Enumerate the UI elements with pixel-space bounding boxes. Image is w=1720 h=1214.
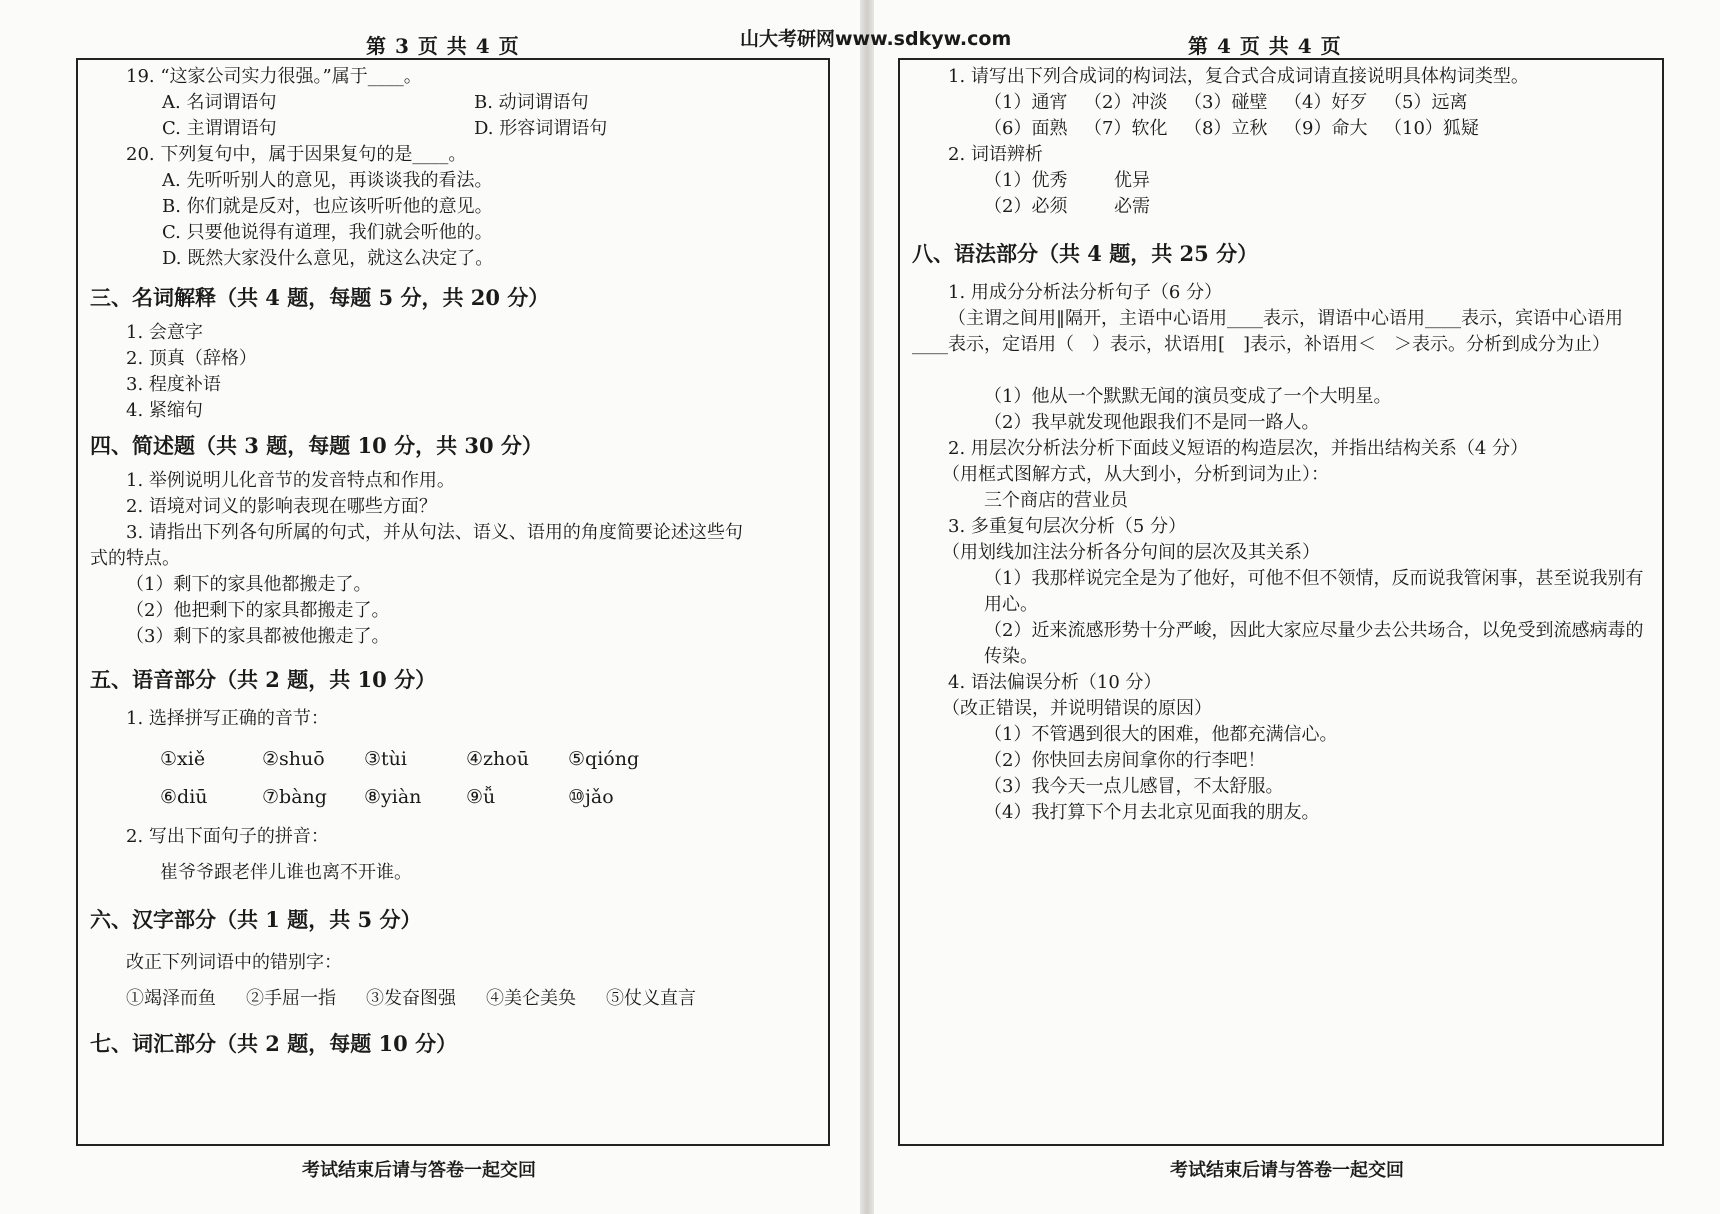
word-10: （10）狐疑	[1384, 118, 1479, 139]
pair-2	[912, 194, 1654, 220]
sec8-q4-item-2: （2）你快回去房间拿你的行李吧！	[984, 750, 1266, 771]
word-8: （8）立秋	[1184, 118, 1268, 139]
sec8-q3-sentence-1: （1）我那样说完全是为了他好，可他不但不领情，反而说我管闲事，甚至说我别有用心。	[984, 568, 1644, 615]
sec3-item-2: 2. 顶真（辞格）	[126, 348, 257, 369]
sec6-instruction: 改正下列词语中的错别字：	[126, 952, 342, 973]
right-exam-frame	[898, 58, 1664, 1146]
syllable-6: ⑥diū	[160, 786, 208, 808]
sec8-q3: 3. 多重复句层次分析（5 分）	[948, 516, 1187, 537]
pair-1-a: （1）优秀	[984, 170, 1068, 191]
sec4-q2: 2. 语境对词义的影响表现在哪些方面？	[126, 496, 437, 517]
sec6-word-3: ③发奋图强	[366, 988, 456, 1009]
q19-option-a: A. 名词谓语句	[162, 92, 277, 113]
sec4-sentence-3: （3）剩下的家具都被他搬走了。	[126, 626, 390, 647]
word-2: （2）冲淡	[1084, 92, 1168, 113]
pair-2-a: （2）必须	[984, 196, 1068, 217]
sec3-item-3: 3. 程度补语	[126, 374, 221, 395]
word-7: （7）软化	[1084, 118, 1168, 139]
sec8-q1-sentence-2: （2）我早就发现他跟我们不是同一路人。	[984, 412, 1320, 433]
word-3: （3）碰壁	[1184, 92, 1268, 113]
syllable-4: ④zhoū	[466, 748, 529, 770]
q19-option-c: C. 主谓谓语句	[162, 118, 277, 139]
syllable-1: ①xiě	[160, 748, 206, 770]
sec5-q1: 1. 选择拼写正确的音节：	[126, 708, 329, 729]
sec8-q4-note: （改正错误，并说明错误的原因）	[942, 698, 1212, 719]
section-6-title: 六、汉字部分（共 1 题，共 5 分）	[90, 907, 422, 932]
sec4-q1: 1. 举例说明儿化音节的发音特点和作用。	[126, 470, 455, 491]
pair-1-b: 优异	[1114, 170, 1150, 191]
section-3-title: 三、名词解释（共 4 题，每题 5 分，共 20 分）	[90, 285, 550, 310]
q20-option-b: B. 你们就是反对，也应该听听他的意见。	[162, 196, 493, 217]
pair-1	[912, 168, 1654, 194]
sec8-q4-item-4: （4）我打算下个月去北京见面我的朋友。	[984, 802, 1320, 823]
sec6-words	[90, 984, 820, 1014]
sec8-q1-sentence-1: （1）他从一个默默无闻的演员变成了一个大明星。	[984, 386, 1392, 407]
sec8-q2: 2. 用层次分析法分析下面歧义短语的构造层次，并指出结构关系（4 分）	[948, 438, 1529, 459]
sec4-sentence-2: （2）他把剩下的家具都搬走了。	[126, 600, 390, 621]
sec5-sentence: 崔爷爷跟老伴儿谁也离不开谁。	[160, 862, 412, 883]
word-5: （5）远离	[1384, 92, 1468, 113]
sec6-word-2: ②手屈一指	[246, 988, 336, 1009]
section-8-title: 八、语法部分（共 4 题，共 25 分）	[912, 241, 1259, 266]
sec3-item-1: 1. 会意字	[126, 322, 203, 343]
sec8-q4: 4. 语法偏误分析（10 分）	[948, 672, 1162, 693]
q19-options-row-1	[90, 90, 820, 116]
syllable-9: ⑨ǚ	[466, 786, 496, 808]
site-watermark: 山大考研网www.sdkyw.com	[740, 28, 1012, 50]
sec8-q3-sentence-2: （2）近来流感形势十分严峻，因此大家应尽量少去公共场合，以免受到流感病毒的传染。	[984, 620, 1644, 667]
sec4-sentence-1: （1）剩下的家具他都搬走了。	[126, 574, 372, 595]
syllables-row-2	[90, 778, 820, 816]
syllable-8: ⑧yiàn	[364, 786, 422, 808]
syllable-3: ③tùi	[364, 748, 407, 770]
left-page-header: 第 3 页 共 4 页	[366, 34, 520, 58]
word-1: （1）通宵	[984, 92, 1068, 113]
words-row-2	[912, 116, 1654, 142]
q20-stem: 20. 下列复句中，属于因果复句的是____。	[126, 144, 467, 165]
words-row-1	[912, 90, 1654, 116]
q19-option-b: B. 动词谓语句	[474, 92, 589, 113]
syllable-10: ⑩jǎo	[568, 786, 614, 808]
q20-option-d: D. 既然大家没什么意见，就这么决定了。	[162, 248, 494, 269]
vocab-q2: 2. 词语辨析	[948, 144, 1043, 165]
right-page-footer: 考试结束后请与答卷一起交回	[1170, 1160, 1404, 1181]
left-exam-frame	[76, 58, 830, 1146]
syllable-2: ②shuō	[262, 748, 325, 770]
sec6-word-5: ⑤仗义直言	[606, 988, 696, 1009]
right-page-header: 第 4 页 共 4 页	[1188, 34, 1342, 58]
word-6: （6）面熟	[984, 118, 1068, 139]
sec8-q3-note: （用划线加注法分析各分句间的层次及其关系）	[942, 542, 1320, 563]
q19-options-row-2	[90, 116, 820, 142]
section-4-title: 四、简述题（共 3 题，每题 10 分，共 30 分）	[90, 433, 543, 458]
page-fold	[860, 0, 874, 1214]
word-4: （4）好歹	[1284, 92, 1368, 113]
sec6-word-1: ①竭泽而鱼	[126, 988, 216, 1009]
sec8-q1: 1. 用成分分析法分析句子（6 分）	[948, 282, 1223, 303]
pair-2-b: 必需	[1114, 196, 1150, 217]
q20-option-c: C. 只要他说得有道理，我们就会听他的。	[162, 222, 493, 243]
sec8-q4-item-3: （3）我今天一点儿感冒，不太舒服。	[984, 776, 1284, 797]
sec6-word-4: ④美仑美奂	[486, 988, 576, 1009]
syllables-row-1	[90, 740, 820, 778]
syllable-5: ⑤qióng	[568, 748, 640, 770]
sec8-q2-note: （用框式图解方式，从大到小，分析到词为止）：	[942, 464, 1329, 485]
sec4-q3-line1: 3. 请指出下列各句所属的句式，并从句法、语义、语用的角度简要论述这些句	[126, 522, 743, 543]
sec5-q2: 2. 写出下面句子的拼音：	[126, 826, 329, 847]
section-5-title: 五、语音部分（共 2 题，共 10 分）	[90, 667, 437, 692]
q20-option-a: A. 先听听别人的意见，再谈谈我的看法。	[162, 170, 493, 191]
sec8-q2-phrase: 三个商店的营业员	[984, 490, 1128, 511]
sec8-q4-item-1: （1）不管遇到很大的困难，他都充满信心。	[984, 724, 1338, 745]
sec4-q3-line2: 式的特点。	[90, 548, 180, 569]
q19-stem: 19. “这家公司实力很强。”属于____。	[126, 66, 422, 87]
left-page-footer: 考试结束后请与答卷一起交回	[302, 1160, 536, 1181]
sec3-item-4: 4. 紧缩句	[126, 400, 203, 421]
syllable-7: ⑦bàng	[262, 786, 327, 808]
vocab-q1: 1. 请写出下列合成词的构词法，复合式合成词请直接说明具体构词类型。	[948, 66, 1529, 87]
section-7-title: 七、词汇部分（共 2 题，每题 10 分）	[90, 1031, 458, 1056]
sec8-q1-note: （主谓之间用‖隔开，主语中心语用____表示，谓语中心语用____表示，宾语中心语用____表示，定语用（ ）表示，状语用[ ]表示，补语用＜ ＞表示。分析到成分为止）	[912, 308, 1623, 355]
word-9: （9）命大	[1284, 118, 1368, 139]
q19-option-d: D. 形容词谓语句	[474, 118, 608, 139]
